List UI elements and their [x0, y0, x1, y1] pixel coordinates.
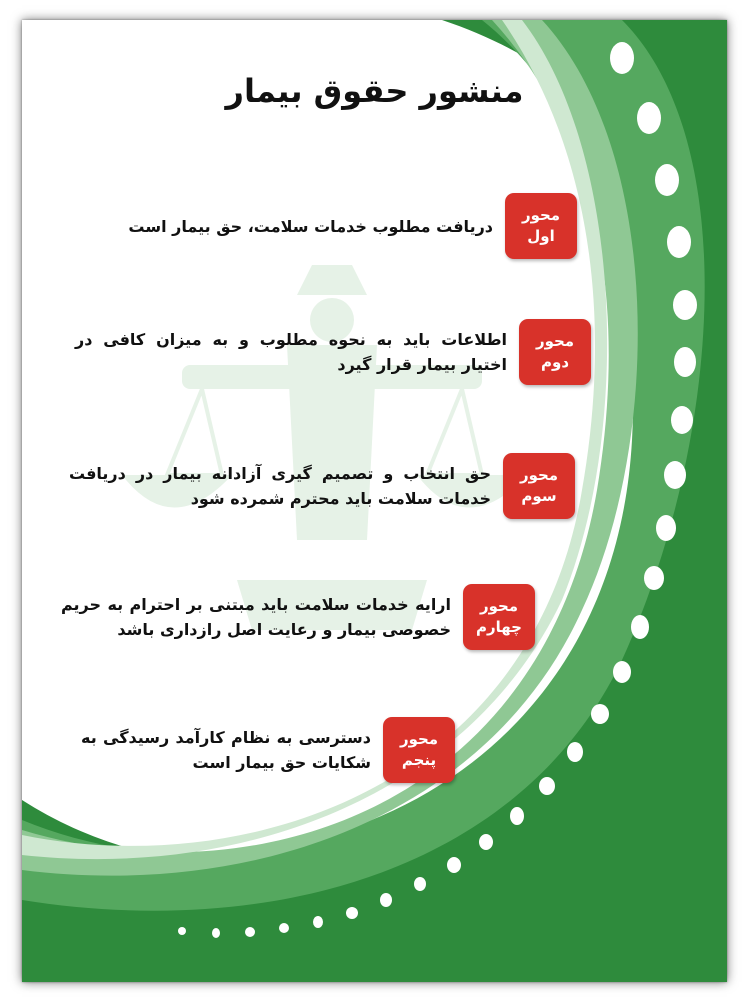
badge-number: چهارم — [476, 618, 522, 636]
badge-number: دوم — [541, 353, 570, 371]
axis-badge — [505, 193, 577, 259]
badge-number: پنجم — [401, 751, 437, 769]
list-item — [69, 453, 575, 519]
badge-number: اول — [527, 227, 555, 245]
badge-label: محور — [519, 466, 559, 484]
list-item — [81, 717, 455, 783]
badge-label: محور — [399, 730, 439, 748]
patient-rights-poster — [22, 20, 727, 982]
badge-number: سوم — [521, 487, 557, 505]
axis-badge — [383, 717, 455, 783]
axis-badge — [463, 584, 535, 650]
item-text: دسترسی به نظام کارآمد رسیدگی به شکایات حق بیمار است — [81, 728, 371, 772]
list-item — [75, 319, 591, 385]
axis-badge — [503, 453, 575, 519]
badge-label: محور — [535, 332, 575, 350]
item-text: دریافت مطلوب خدمات سلامت، حق بیمار است — [128, 216, 493, 236]
badge-label: محور — [479, 597, 519, 615]
list-item — [61, 584, 535, 650]
badge-label: محور — [521, 206, 561, 224]
item-text: اطلاعات باید به نحوه مطلوب و به میزان کافی در اختیار بیمار قرار گیرد — [75, 330, 507, 374]
list-item — [128, 193, 577, 259]
axis-badge — [519, 319, 591, 385]
item-text: ارایه خدمات سلامت باید مبتنی بر احترام به حریم خصوصی بیمار و رعایت اصل رازداری باشد — [61, 595, 451, 639]
page-title: منشور حقوق بیمار — [225, 72, 524, 110]
item-text: حق انتخاب و تصمیم گیری آزادانه بیمار در دریافت خدمات سلامت باید محترم شمرده شود — [69, 464, 491, 508]
